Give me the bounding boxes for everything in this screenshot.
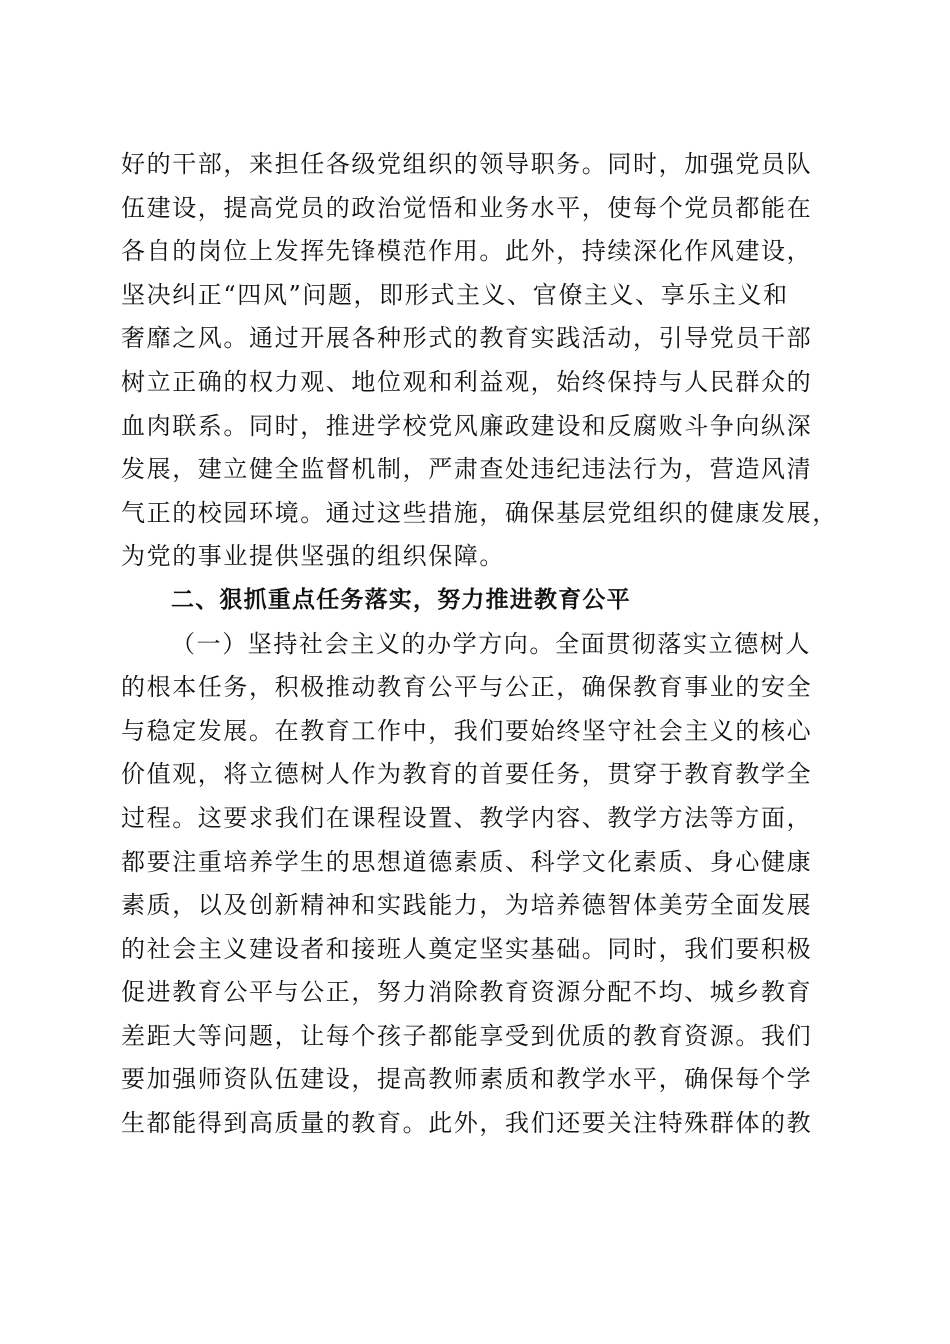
text-line: 各自的岗位上发挥先锋模范作用。此外，持续深化作风建设，	[121, 237, 813, 266]
text-line: 坚决纠正“四风”问题，即形式主义、官僚主义、享乐主义和	[121, 280, 789, 309]
text-line: 与稳定发展。在教育工作中，我们要始终坚守社会主义的核心	[121, 716, 813, 745]
text-line: 过程。这要求我们在课程设置、教学内容、教学方法等方面，	[121, 803, 813, 832]
text-line: 好的干部，来担任各级党组织的领导职务。同时，加强党员队	[121, 150, 813, 178]
text-line: 发展，建立健全监督机制，严肃查处违纪违法行为，营造风清	[121, 455, 813, 484]
text-line: 价值观，将立德树人作为教育的首要任务，贯穿于教育教学全	[121, 760, 813, 789]
text-line: 气正的校园环境。通过这些措施，确保基层党组织的健康发展，	[121, 498, 838, 527]
text-line: 要加强师资队伍建设，提高教师素质和教学水平，确保每个学	[121, 1065, 813, 1094]
text-line: 都要注重培养学生的思想道德素质、科学文化素质、身心健康	[121, 847, 813, 876]
text-line: 伍建设，提高党员的政治觉悟和业务水平，使每个党员都能在	[121, 193, 813, 222]
text-line: 为党的事业提供坚强的组织保障。	[121, 542, 505, 571]
text-line: 奢靡之风。通过开展各种形式的教育实践活动，引导党员干部	[121, 324, 813, 353]
section-heading: 二、狠抓重点任务落实，努力推进教育公平	[171, 586, 631, 613]
text-line: （一）坚持社会主义的办学方向。全面贯彻落实立德树人	[171, 629, 811, 658]
text-line: 树立正确的权力观、地位观和利益观，始终保持与人民群众的	[121, 367, 813, 396]
paragraph-section-one	[121, 623, 833, 1146]
text-line: 血肉联系。同时，推进学校党风廉政建设和反腐败斗争向纵深	[121, 411, 813, 440]
text-line: 生都能得到高质量的教育。此外，我们还要关注特殊群体的教	[121, 1109, 813, 1138]
document-body	[121, 143, 838, 1146]
text-line: 素质，以及创新精神和实践能力，为培养德智体美劳全面发展	[121, 891, 813, 920]
text-line: 的根本任务，积极推动教育公平与公正，确保教育事业的安全	[121, 673, 813, 702]
text-line: 差距大等问题，让每个孩子都能享受到优质的教育资源。我们	[121, 1021, 813, 1050]
paragraph-continued	[121, 143, 838, 579]
text-line: 促进教育公平与公正，努力消除教育资源分配不均、城乡教育	[121, 978, 813, 1007]
text-line: 的社会主义建设者和接班人奠定坚实基础。同时，我们要积极	[121, 934, 813, 963]
